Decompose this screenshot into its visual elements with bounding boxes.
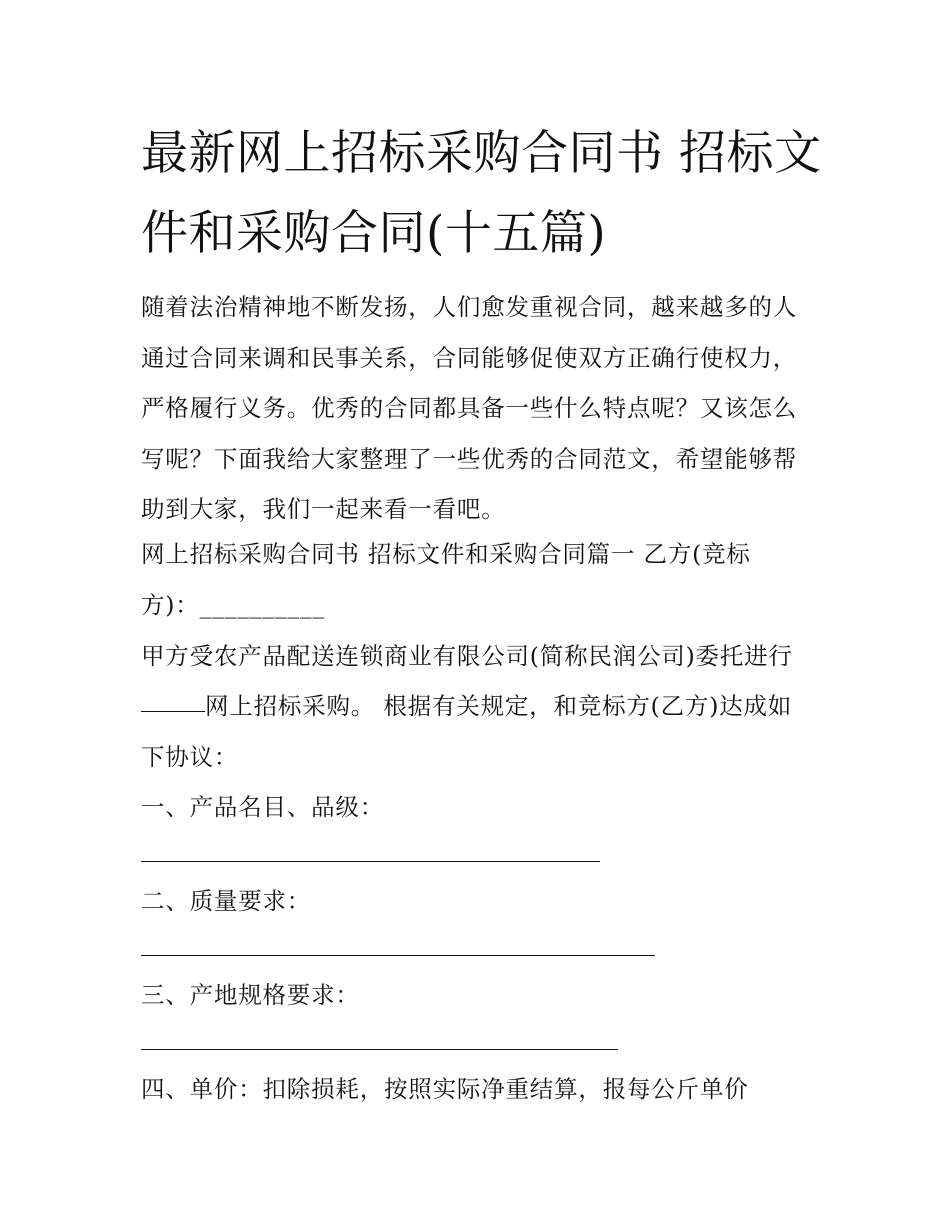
intro-paragraph: 随着法治精神地不断发扬，人们愈发重视合同，越来越多的人通过合同来调和民事关系，合同能够促使双方正确行使权力，严格履行义务。优秀的合同都具备一些什么特点呢？又该怎么写呢？下面我给大家整理了一些优秀的合同范文，希望能够帮助到大家，我们一起来看一看吧。 [141,293,798,523]
section-1-fill-line [141,861,600,862]
section-2-heading: 二、质量要求： [141,887,312,915]
section-3-heading: 三、产地规格要求： [141,981,360,1009]
document-title: 最新网上招标采购合同书 招标文件和采购合同(十五篇) [141,126,822,261]
section-1-heading: 一、产品名目、品级： [141,793,384,821]
project-name-blank [141,711,205,712]
section-3-fill-line [141,1049,618,1050]
party-a-line-3: 下协议： [141,743,239,771]
party-a-line-1: 甲方受农产品配送连锁商业有限公司(简称民润公司)委托进行 [141,642,793,670]
section-4-heading: 四、单价：扣除损耗，按照实际净重结算，报每公斤单价 [141,1075,749,1103]
contract-heading: 网上招标采购合同书 招标文件和采购合同篇一 乙方(竞标方)：__________ [141,540,751,619]
section-2-fill-line [141,955,655,956]
party-a-line-2 [141,681,821,732]
party-a-line-2-text: 网上招标采购。 根据有关规定，和竞标方(乙方)达成如 [205,692,793,720]
